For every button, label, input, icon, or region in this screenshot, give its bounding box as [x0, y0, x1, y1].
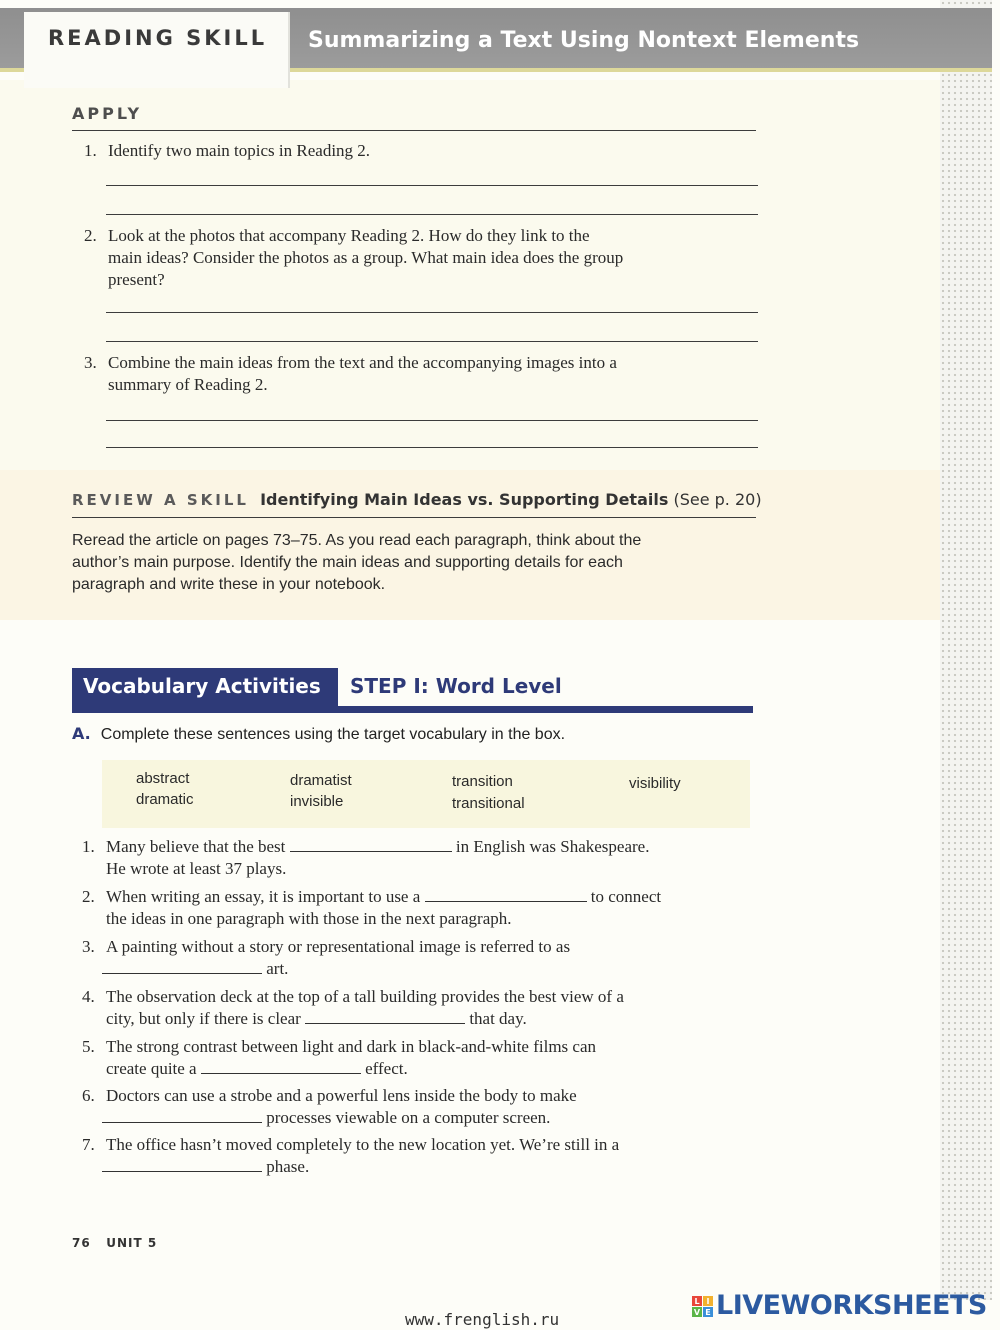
apply-heading-rule: [72, 130, 756, 131]
logo-letter: L: [694, 1297, 700, 1306]
answer-line-3a[interactable]: [106, 420, 758, 421]
review-body-line: author’s main purpose. Identify the main ideas and supporting details for each: [72, 554, 623, 571]
vocab-banner-title: Vocabulary Activities: [83, 674, 321, 698]
word-transition: transition: [452, 773, 513, 790]
sentence-2: [82, 886, 662, 930]
review-body-line: paragraph and write these in your notebook.: [72, 576, 386, 593]
sentence-text: A painting without a story or representational image is referred to as: [106, 937, 571, 956]
word-invisible: invisible: [290, 793, 344, 810]
unit-label: UNIT 5: [106, 1236, 158, 1250]
sentence-text: processes viewable on a computer screen.: [266, 1108, 551, 1127]
apply-question-3: [84, 352, 617, 396]
word-dramatist: dramatist: [290, 772, 352, 789]
liveworksheets-logo[interactable]: [692, 1290, 992, 1324]
answer-blank-1[interactable]: [290, 837, 452, 852]
answer-blank-4[interactable]: [305, 1009, 465, 1024]
word-visibility: visibility: [629, 775, 681, 792]
word-dramatic: dramatic: [136, 791, 194, 808]
sentence-text: The strong contrast between light and dark in black-and-white films can: [106, 1037, 597, 1056]
sentence-text: When writing an essay, it is important to use a: [106, 887, 421, 906]
question-text: Identify two main topics in Reading 2.: [108, 141, 371, 160]
sentence-number: 1.: [82, 837, 95, 856]
logo-letter: V: [693, 1308, 701, 1317]
vocab-banner: [72, 668, 338, 706]
sentence-text: in English was Shakespeare.: [455, 837, 650, 856]
question-text-line: summary of Reading 2.: [108, 375, 268, 394]
sentence-number: 3.: [82, 937, 95, 956]
activity-letter: A.: [72, 724, 91, 743]
answer-line-2a[interactable]: [106, 312, 758, 313]
sentence-text: city, but only if there is clear: [106, 1009, 301, 1028]
sentence-7: [82, 1134, 620, 1178]
review-heading-rule: [72, 517, 756, 518]
review-body-line: Reread the article on pages 73–75. As you read each paragraph, think about the: [72, 532, 642, 549]
sentence-text: to connect: [590, 887, 662, 906]
page-number: 76: [72, 1236, 91, 1250]
sentence-text: The office hasn’t moved completely to the new location yet. We’re still in a: [106, 1135, 620, 1154]
review-page-ref: (See p. 20): [673, 490, 762, 509]
sentence-text: He wrote at least 37 plays.: [106, 859, 287, 878]
reading-skill-tab: [24, 12, 290, 88]
answer-blank-2[interactable]: [425, 887, 587, 902]
answer-blank-3[interactable]: [102, 959, 262, 974]
sentence-number: 5.: [82, 1037, 95, 1056]
review-label: REVIEW A SKILL: [72, 491, 249, 509]
sentence-text: create quite a: [106, 1059, 197, 1078]
answer-blank-5[interactable]: [201, 1059, 361, 1074]
word-abstract: abstract: [136, 770, 190, 787]
sentence-5: [82, 1036, 597, 1080]
instruction-text: Complete these sentences using the target vocabulary in the box.: [100, 726, 566, 743]
sentence-text: effect.: [365, 1059, 408, 1078]
sentence-text: phase.: [266, 1157, 310, 1176]
answer-line-1a[interactable]: [106, 185, 758, 186]
sentence-number: 2.: [82, 887, 95, 906]
sentence-3: [82, 936, 571, 980]
liveworksheets-logo-icon: [692, 1296, 714, 1320]
apply-question-2: [84, 225, 624, 291]
sentence-6: [82, 1085, 577, 1129]
sentence-number: 4.: [82, 987, 95, 1006]
answer-line-3b[interactable]: [106, 447, 758, 448]
question-number: 2.: [84, 226, 97, 245]
sentence-number: 7.: [82, 1135, 95, 1154]
question-text-line: main ideas? Consider the photos as a group. What main idea does the group: [108, 248, 624, 267]
answer-line-1b[interactable]: [106, 214, 758, 215]
answer-blank-6[interactable]: [102, 1108, 262, 1123]
page-footer: [72, 1236, 157, 1250]
logo-letter: E: [705, 1308, 711, 1317]
answer-blank-7[interactable]: [102, 1157, 262, 1172]
reading-skill-label: READING SKILL: [48, 26, 268, 50]
liveworksheets-logo-text: LIVEWORKSHEETS: [716, 1290, 987, 1321]
sentence-4: [82, 986, 624, 1030]
question-text-line: Combine the main ideas from the text and the accompanying images into a: [108, 353, 617, 372]
word-transitional: transitional: [452, 795, 525, 812]
sentence-number: 6.: [82, 1086, 95, 1105]
logo-letter: I: [706, 1297, 710, 1306]
review-heading: [72, 490, 762, 509]
sentence-text: Many believe that the best: [106, 837, 286, 856]
activity-a-instruction: [72, 724, 565, 744]
watermark-url: www.frenglish.ru: [405, 1310, 560, 1329]
sentence-text: Doctors can use a strobe and a powerful lens inside the body to make: [106, 1086, 577, 1105]
sentence-1: [82, 836, 650, 880]
question-text-line: Look at the photos that accompany Reading 2. How do they link to the: [108, 226, 590, 245]
sentence-text: art.: [266, 959, 289, 978]
vocab-step-title: STEP I: Word Level: [350, 674, 562, 698]
review-body: [72, 530, 732, 596]
question-number: 3.: [84, 353, 97, 372]
header-title: Summarizing a Text Using Nontext Elements: [308, 28, 860, 53]
answer-line-2b[interactable]: [106, 341, 758, 342]
apply-label: APPLY: [72, 104, 143, 123]
question-text-line: present?: [108, 270, 165, 289]
vocab-banner-underline: [72, 706, 753, 713]
dotted-margin-strip: [940, 0, 992, 1300]
sentence-text: The observation deck at the top of a tall building provides the best view of a: [106, 987, 624, 1006]
question-number: 1.: [84, 141, 97, 160]
apply-question-1: [84, 140, 371, 162]
sentence-text: that day.: [469, 1009, 527, 1028]
word-box: [102, 760, 750, 828]
review-title: Identifying Main Ideas vs. Supporting Details: [260, 490, 669, 509]
sentence-text: the ideas in one paragraph with those in the next paragraph.: [106, 909, 512, 928]
